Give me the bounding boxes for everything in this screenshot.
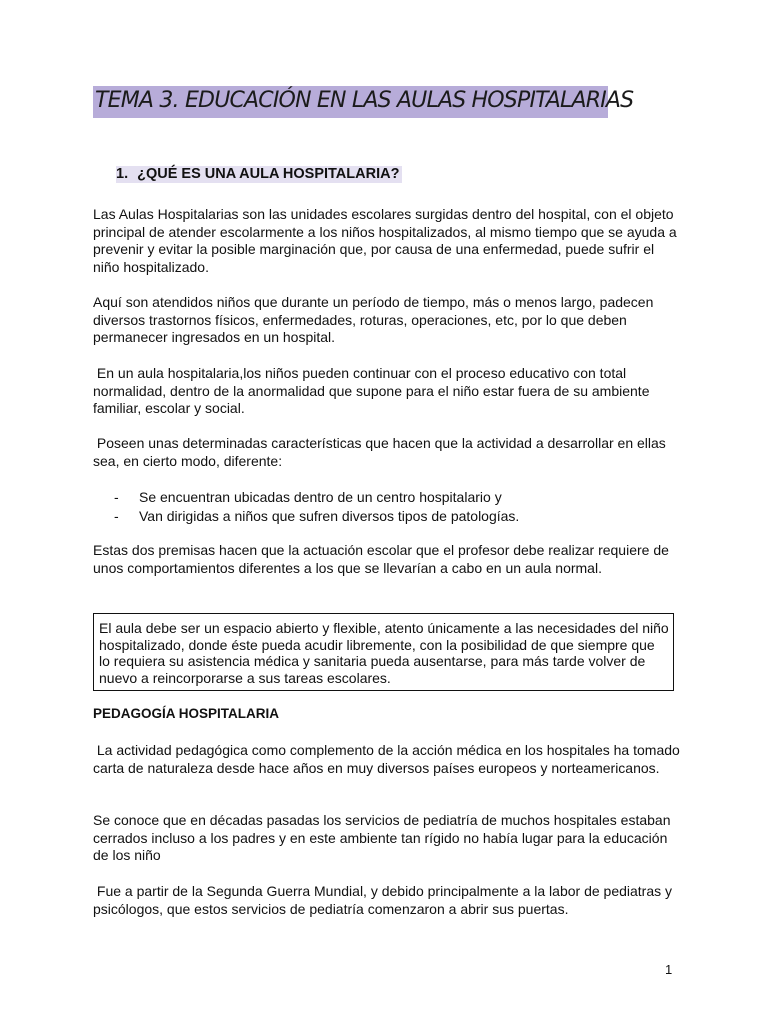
bullet-text: Van dirigidas a niños que sufren diversos tipos de patologías. xyxy=(139,507,520,524)
section-number: 1. xyxy=(116,166,129,182)
paragraph: En un aula hospitalaria,los niños pueden continuar con el proceso educativo con total normalidad, dentro de la anormalidad que supone para el niño estar fuera de su ambiente familiar, escolar y social. xyxy=(93,365,654,417)
bullet-dash: - xyxy=(114,489,119,505)
section-heading-text: ¿QUÉ ES UNA AULA HOSPITALARIA? xyxy=(137,166,400,182)
bullet-dash: - xyxy=(114,507,119,524)
bullet-text: Se encuentran ubicadas dentro de un centro hospitalario y xyxy=(139,489,502,505)
bullet-item xyxy=(114,507,519,526)
paragraph: Aquí son atendidos niños que durante un período de tiempo, más o menos largo, padecen diversos trastornos físicos, enfermedades, roturas, operaciones, etc, por lo que deben permanecer ingresados en un hospital. xyxy=(93,294,654,346)
paragraph: Las Aulas Hospitalarias son las unidades escolares surgidas dentro del hospital, con el objeto principal de atender escolarmente a los niños hospitalizados, al mismo tiempo que se ayuda a prevenir y evitar la posible marginación que, por causa de una enfermedad, puede sufrir el niño hospitalizado. xyxy=(93,206,677,275)
title-highlight xyxy=(93,86,634,118)
bullet-item xyxy=(114,488,519,507)
boxed-text: El aula debe ser un espacio abierto y flexible, atento únicamente a las necesidades del niño hospitalizado, donde éste pueda acudir libremente, con la posibilidad de que siempre que lo requiera su asistencia médica y sanitaria pueda ausentarse, para más tarde volver de nuevo a reincorporarse a sus tareas escolares. xyxy=(93,613,674,691)
document-title: TEMA 3. EDUCACIÓN EN LAS AULAS HOSPITALARIAS xyxy=(95,88,634,113)
paragraph: Estas dos premisas hacen que la actuación escolar que el profesor debe realizar requiere de unos comportamientos diferentes a los que se llevarían a cabo en un aula normal. xyxy=(93,542,669,576)
paragraph: Se conoce que en décadas pasadas los servicios de pediatría de muchos hospitales estaban cerrados incluso a los padres y en este ambiente tan rígido no había lugar para la educación de los niño xyxy=(93,812,671,864)
paragraph: La actividad pedagógica como complemento de la acción médica en los hospitales ha tomado carta de naturaleza desde hace años en muy diversos países europeos y norteamericanos. xyxy=(93,742,684,776)
section-heading-2: PEDAGOGÍA HOSPITALARIA xyxy=(93,706,280,721)
paragraph: Fue a partir de la Segunda Guerra Mundial, y debido principalmente a la labor de pediatras y psicólogos, que estos servicios de pediatría comenzaron a abrir sus puertas. xyxy=(93,883,676,917)
bullet-list xyxy=(114,488,519,525)
page-number: 1 xyxy=(665,962,673,977)
section-heading-1 xyxy=(116,166,402,183)
paragraph: Poseen unas determinadas características que hacen que la actividad a desarrollar en ellas sea, en cierto modo, diferente: xyxy=(93,435,670,469)
